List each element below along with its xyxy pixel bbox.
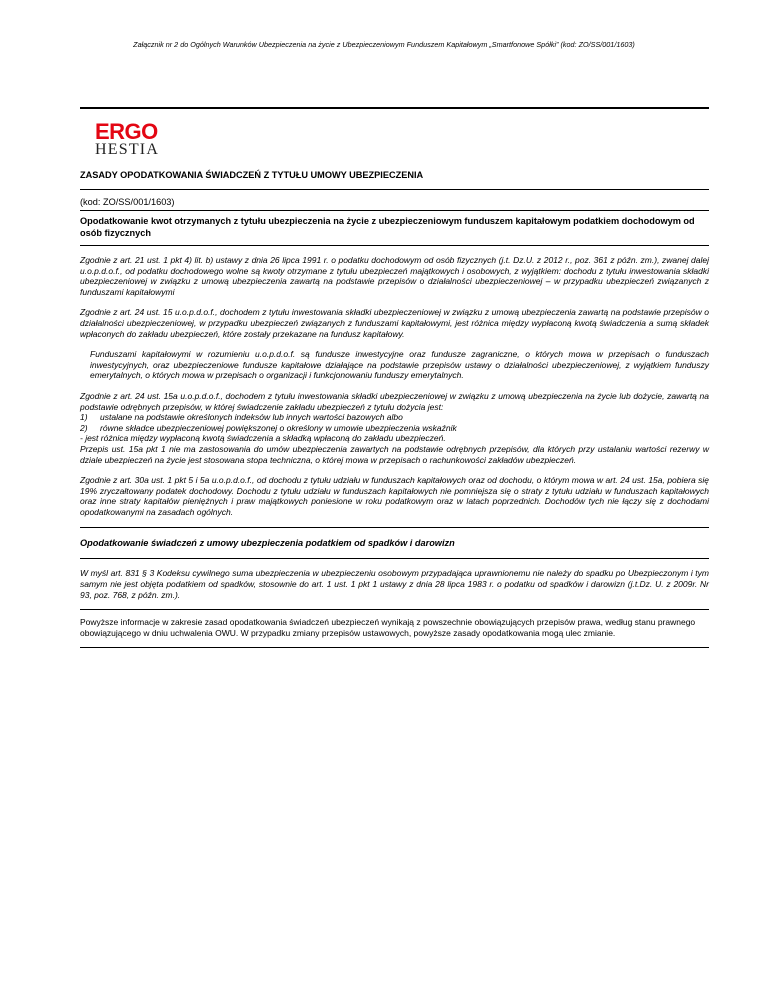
section2-heading: Opodatkowanie świadczeń z umowy ubezpieczenia podatkiem od spadków i darowizn [80,538,455,549]
annex-note: Załącznik nr 2 do Ogólnych Warunków Ubezpieczenia na życie z Ubezpieczeniowym Funduszem Kapitałowym „Smartfonowe Spółki” (kod: ZO/SS/001/1603) [133,40,635,49]
section1-paragraph-3: Funduszami kapitałowymi w rozumieniu u.o.p.d.o.f. są fundusze inwestycyjne oraz fundusze zagraniczne, o których mowa w przepisach o funduszach inwestycyjnych, oraz ubezpieczeniowe fundusze kapitałowe działające na podstawie przepisów ustawy o działalności ubezpieczeniowej, z wyjątkiem funduszy emerytalnych, o których mowa w przepisach o organizacji i funkcjonowaniu funduszy emerytalnych. [90,349,709,381]
section1-heading: Opodatkowanie kwot otrzymanych z tytułu ubezpieczenia na życie z ubezpieczeniowym funduszem kapitałowym podatkiem dochodowym od osób fizycznych [80,211,709,246]
section1-paragraph-2: Zgodnie z art. 24 ust. 15 u.o.p.d.o.f., dochodem z tytułu inwestowania składki ubezpieczeniowej w związku z umową ubezpieczenia zawartą na podstawie przepisów o działalności ubezpieczeniowej, w przypadku ubezpieczeń związanych z funduszami kapitałowymi, jest różnica między wypłaconą kwotą świadczenia a sumą składek wpłaconych do zakładu ubezpieczeń, które zostały przekazane na fundusz kapitałowy. [80,307,709,339]
p4-item-1-number: 1) [80,412,88,423]
p4-item-1-text: ustalane na podstawie określonych indeksów lub innych wartości bazowych albo [100,412,403,423]
p4-item-2 [80,423,709,434]
p4-item-2-number: 2) [80,422,88,433]
p4-item-2-text: równe składce ubezpieczeniowej powiększonej o określony w umowie ubezpieczenia wskaźnik [100,422,457,433]
section1-paragraph-4 [80,391,709,465]
section2-body [80,559,709,600]
document-code: (kod: ZO/SS/001/1603) [80,190,709,211]
ergo-hestia-logo [80,121,709,161]
p4-intro: Zgodnie z art. 24 ust. 15a u.o.p.d.o.f., dochodem z tytułu inwestowania składki ubezpieczeniowej w związku z umową ubezpieczenia na życie lub dożycie, zawartą na podstawie odrębnych przepisów, w której świadczenie zakładu ubezpieczeń z tytułu dożycia jest: [80,390,709,412]
logo-ergo-text: ERGO [95,119,158,144]
document [80,107,709,648]
p4-item-1 [80,412,709,423]
top-rule [80,107,709,109]
logo-hestia-text: HESTIA [95,141,160,158]
section1-paragraph-5: Zgodnie z art. 30a ust. 1 pkt 5 i 5a u.o.p.d.o.f., od dochodu z tytułu udziału w funduszach kapitałowych oraz od dochodu, o którym mowa w art. 24 ust. 15a, pobiera się 19% zryczałtowany podatek dochodowy. Dochodu z tytułu udziału w funduszach kapitałowych nie pomniejsza się o straty z tytułu udziału w funduszach kapitałowych oraz inne straty kapitałów pieniężnych i praw majątkowych poniesione w roku podatkowym oraz w latach poprzednich. Dochodów tych nie łączy się z dochodami opodatkowanymi na zasadach ogólnych. [80,475,709,517]
p4-dash-line: - jest różnica między wypłaconą kwotą świadczenia a składką wpłaconą do zakładu ubezpieczeń. [80,433,446,444]
document-title: ZASADY OPODATKOWANIA ŚWIADCZEŃ Z TYTUŁU UMOWY UBEZPIECZENIA [80,170,709,190]
section1-paragraph-1: Zgodnie z art. 21 ust. 1 pkt 4) lit. b) ustawy z dnia 26 lipca 1991 r. o podatku dochodowym od osób fizycznych (j.t. Dz.U. z 2012 r., poz. 361 z późn. zm.), zwanej dalej u.o.p.d.o.f., od podatku dochodowego wolne są kwoty otrzymane z tytułu ubezpieczeń majątkowych i osobowych, z wyjątkiem: dochodu z tytułu inwestowania składki ubezpieczeniowej w związku z umową ubezpieczenia zawartą na podstawie przepisów o działalności ubezpieczeniowej – w przypadku ubezpieczeń związanych z funduszami kapitałowymi [80,255,709,297]
p4-tail: Przepis ust. 15a pkt 1 nie ma zastosowania do umów ubezpieczenia zawartych na podstawie odrębnych przepisów, dla których przy ustalaniu wartości rezerwy w dziale ubezpieczeń na życie jest stosowana stopa techniczna, o której mowa w przepisach o rachunkowości zakładów ubezpieczeń. [80,443,709,465]
footer-note: Powyższe informacje w zakresie zasad opodatkowania świadczeń ubezpieczeń wynikają z powszechnie obowiązujących przepisów prawa, według stanu prawnego obowiązującego w dniu uchwalenia OWU. W przypadku zmiany przepisów ustawowych, powyższe zasady opodatkowania mogą ulec zmianie. [80,617,696,638]
section1-body [80,246,709,517]
section2-paragraph-1: W myśl art. 831 § 3 Kodeksu cywilnego suma ubezpieczenia w ubezpieczeniu osobowym przypadająca uprawnionemu nie należy do spadku po Ubezpieczonym i tym samym nie jest objęta podatkiem od spadków, stosownie do art. 1 ust. 1 pkt 1 ustawy z dnia 28 lipca 1983 r. o podatku od spadków i darowizn (j.t.Dz. U. z 2009r. Nr 93, poz. 768, z późn. zm.). [80,568,709,600]
bottom-rule [80,647,709,648]
